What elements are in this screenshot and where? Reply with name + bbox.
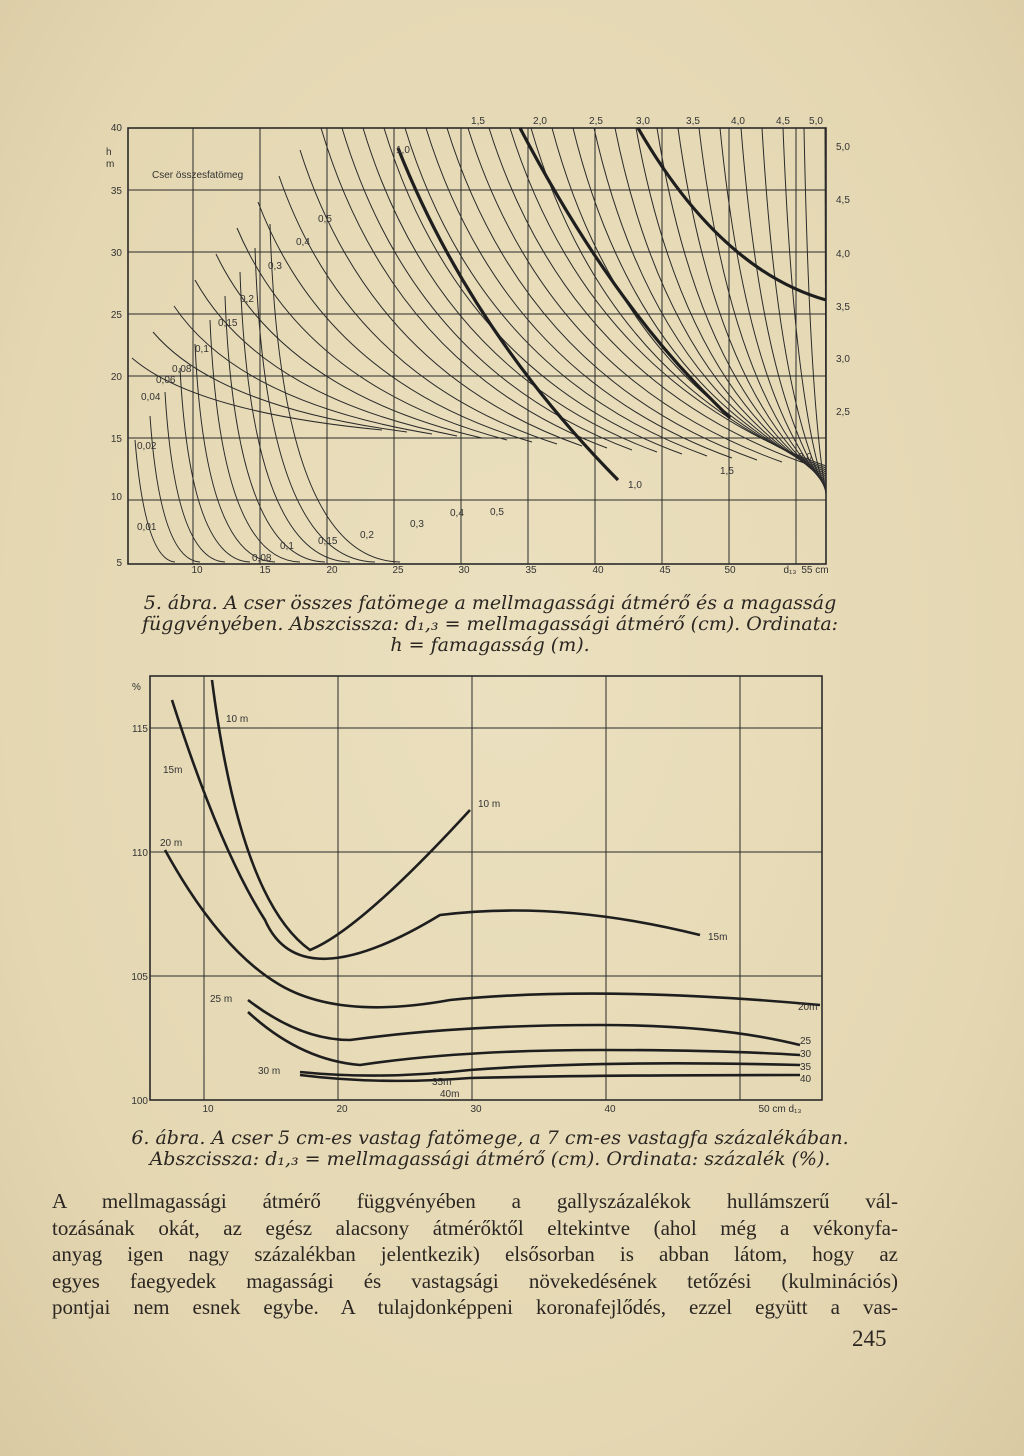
curve-label: 0,1 (195, 344, 209, 355)
y-tick-label: 115 (132, 724, 148, 735)
y-tick-label: 110 (132, 848, 148, 859)
curve-label: 0,01 (137, 522, 157, 533)
right-curve-label: 3,5 (836, 302, 850, 313)
x-tick-label: 25 (392, 565, 404, 576)
percent-curve (248, 1012, 800, 1065)
iso-volume-curve (384, 128, 682, 454)
inset-label: Cser összesfatömeg (152, 170, 244, 181)
right-curve-label: 2,5 (836, 407, 850, 418)
curve-label: 0,1 (280, 541, 294, 552)
iso-volume-curve (342, 128, 632, 450)
iso-volume-curve (132, 358, 382, 430)
iso-volume-curve (195, 280, 457, 436)
curve-label: 15m (163, 765, 183, 776)
curve-label: 40 (800, 1074, 812, 1085)
iso-volume-curve (210, 320, 300, 562)
curve-label: 30 m (258, 1066, 281, 1077)
curve-label: 0,15 (318, 536, 338, 547)
figure-5-caption (130, 593, 850, 656)
y-tick-label: 20 (110, 372, 122, 383)
curve-label: 0,08 (172, 364, 192, 375)
curve-label: 0,3 (410, 519, 424, 530)
y-axis-unit: m (106, 159, 115, 170)
curve-label: 25 (800, 1036, 812, 1047)
top-curve-label: 3,0 (636, 116, 650, 127)
paragraph-line: egyes faegyedek magassági és vastagsági növekedésének tetőzési (kulminációs) (52, 1268, 898, 1293)
iso-volume-curve (135, 440, 175, 562)
right-curve-label: 3,0 (836, 354, 850, 365)
curve-label: 0,2 (240, 294, 254, 305)
x-tick-label: 20 (336, 1104, 348, 1115)
x-tick-label: 35 (525, 565, 537, 576)
x-tick-label: 55 cm (801, 565, 829, 576)
y-tick-label: 105 (131, 972, 148, 983)
bold-curve-3-0 (638, 128, 826, 300)
percent-curve (172, 700, 700, 959)
top-curve-label: 1,5 (471, 116, 485, 127)
x-tick-label: 30 (458, 565, 470, 576)
iso-volume-curve (573, 128, 826, 472)
curve-label: 20 m (160, 838, 183, 849)
y-axis-unit: % (132, 682, 141, 693)
x-tick-label: 40 (592, 565, 604, 576)
iso-volume-curve (270, 224, 400, 562)
y-axis-unit: h (106, 147, 112, 158)
curve-label: 35m (432, 1077, 452, 1088)
x-tick-label: 10 (202, 1104, 214, 1115)
curve-label: 0,5 (490, 507, 504, 518)
x-tick-label: 15 (259, 565, 271, 576)
curve-label: 15m (708, 932, 728, 943)
curve-label: 0,06 (156, 375, 176, 386)
page-number: 245 (852, 1326, 887, 1351)
percent-curve (212, 680, 470, 950)
paragraph-line: pontjai nem esnek egybe. A tulajdonképpeni koronafejlődés, ezzel együtt a vas- (52, 1295, 898, 1319)
paragraph-line: A mellmagassági átmérő függvényében a gallyszázalékok hullámszerű vál- (52, 1189, 898, 1213)
curve-label: 0,02 (137, 441, 157, 452)
percent-curve (248, 1000, 800, 1045)
top-curve-label: 2,0 (533, 116, 547, 127)
paragraph-line: anyag igen nagy százalékban jelentkezik) elsősorban is abban látom, hogy az (52, 1242, 898, 1266)
x-tick-label: 50 cm d₁₃ (758, 1104, 802, 1115)
figure-6-caption (130, 1128, 850, 1170)
iso-volume-curve (468, 128, 782, 462)
figure-6-caption-line-1: 6. ábra. A cser 5 cm-es vastag fatömege, a 7 cm-es vastagfa százalékában. (131, 1127, 849, 1149)
iso-volume-curve (165, 392, 225, 562)
x-tick-label: 30 (470, 1104, 482, 1115)
x-tick-label: 20 (326, 565, 338, 576)
curve-label: 0,4 (296, 237, 310, 248)
figure-5-caption-line-1: 5. ábra. A cser összes fatömege a mellmagassági átmérő és a magasság (143, 592, 837, 614)
curve-label: 0,5 (318, 214, 332, 225)
percent-curve (300, 1063, 800, 1075)
top-curve-label: 4,5 (776, 116, 790, 127)
iso-volume-curve (195, 344, 275, 562)
curve-label: 0,04 (141, 392, 161, 403)
curve-label: 20m (798, 1002, 818, 1013)
x-tick-label: 50 (724, 565, 736, 576)
curve-label: 25 m (210, 994, 233, 1005)
curve-label: 0,4 (450, 508, 464, 519)
top-curve-label: 4,0 (731, 116, 745, 127)
curve-label: 0,08 (252, 553, 272, 564)
curve-label: 1,0 (396, 145, 410, 156)
figure-5-caption-line-3: h = famagasság (m). (390, 634, 590, 656)
curve-label: 10 m (226, 714, 249, 725)
y-tick-label: 25 (110, 310, 122, 321)
y-tick-label: 40 (110, 123, 122, 134)
curve-label: 40m (440, 1089, 460, 1100)
y-tick-label: 100 (131, 1096, 148, 1107)
curve-label: 0,3 (268, 261, 282, 272)
x-tick-label: 40 (604, 1104, 616, 1115)
percent-curve (165, 850, 820, 1007)
y-tick-label: 10 (110, 492, 122, 503)
curve-label: 0,2 (360, 530, 374, 541)
iso-volume-curve (531, 128, 826, 468)
top-curve-label: 3,5 (686, 116, 700, 127)
top-curve-label: 2,5 (589, 116, 603, 127)
percent-curve (300, 1075, 800, 1081)
curve-label: 35 (800, 1062, 812, 1073)
x-tick-label: 10 (191, 565, 203, 576)
right-curve-label: 4,0 (836, 249, 850, 260)
iso-volume-curve (447, 128, 757, 460)
right-curve-label: 4,5 (836, 195, 850, 206)
figure-5-nomogram (0, 0, 1024, 600)
top-curve-label: 5,0 (809, 116, 823, 127)
y-tick-label: 5 (116, 558, 122, 569)
curve-label: 30 (800, 1049, 812, 1060)
y-tick-label: 30 (110, 248, 122, 259)
y-tick-label: 15 (110, 434, 122, 445)
figure-5-caption-line-2: függvényében. Abszcissza: d₁,₃ = mellmagassági átmérő (cm). Ordinata: (141, 613, 839, 635)
iso-volume-curve (804, 128, 826, 494)
iso-volume-curve (783, 128, 826, 492)
x-tick-label: d₁₃ (783, 565, 797, 576)
iso-volume-curve (636, 128, 826, 478)
body-paragraph (52, 1188, 898, 1321)
x-tick-label: 45 (659, 565, 671, 576)
iso-volume-curve (594, 128, 826, 474)
right-curve-label: 5,0 (836, 142, 850, 153)
right-curve-label: 1,5 (720, 466, 734, 477)
right-curve-label: 2,0 (798, 452, 812, 463)
right-curve-label: 1,0 (628, 480, 642, 491)
y-tick-label: 35 (110, 186, 122, 197)
paragraph-line: tozásának okát, az egész alacsony átmérőktől eltekintve (ahol még a vékonyfa- (52, 1215, 898, 1240)
curve-label: 0,15 (218, 318, 238, 329)
curve-label: 10 m (478, 799, 501, 810)
figure-6-caption-line-2: Abszcissza: d₁,₃ = mellmagassági átmérő (cm). Ordinata: százalék (%). (149, 1148, 831, 1170)
